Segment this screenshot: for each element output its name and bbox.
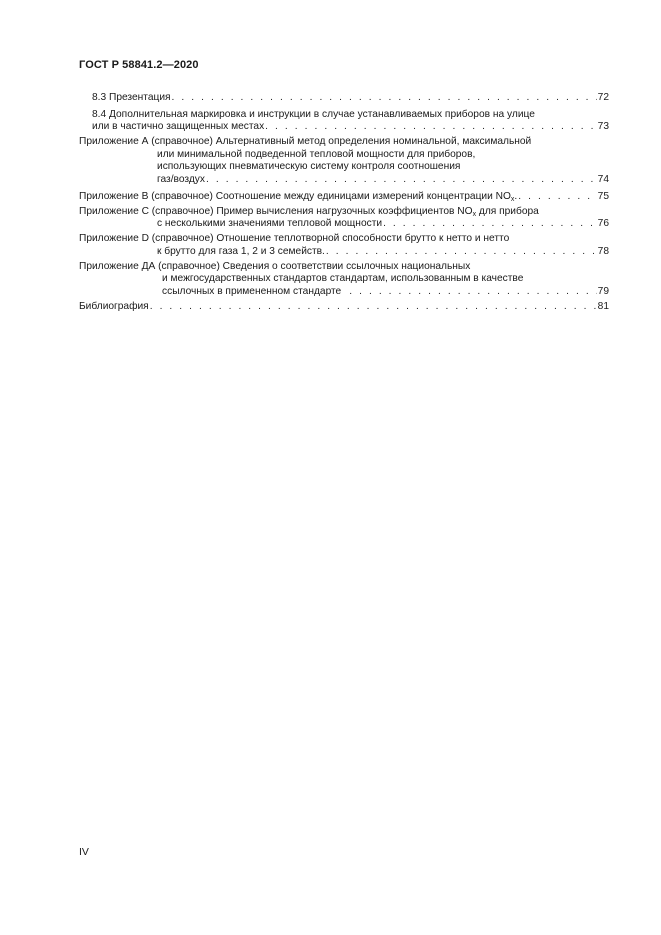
toc-entry-title: Библиография (79, 300, 149, 312)
toc-entry-title: 8.3 Презентация (92, 92, 171, 103)
toc-entry-line: 8.4 Дополнительная маркировка и инструкции в случае устанавливаемых приборов на улице (92, 108, 535, 120)
document-header: ГОСТ Р 58841.2—2020 (79, 59, 199, 71)
dot-leader (172, 92, 597, 105)
toc-entry-title: ссылочных в примененном стандарте (162, 285, 342, 297)
toc-entry-title: к брутто для газа 1, 2 и 3 семейств. (157, 245, 325, 257)
toc-page-number: 72 (597, 92, 609, 103)
toc-entry-line: или минимальной подведенной тепловой мощности для приборов, (157, 148, 476, 160)
toc-entry-line: Приложение А (справочное) Альтернативный метод определения номинальной, максимальной (79, 136, 532, 148)
toc-entry-appendix-a[interactable] (79, 136, 609, 186)
toc-page-number: 78 (597, 245, 609, 257)
page-number: IV (79, 846, 89, 858)
toc-entry-line: Приложение D (справочное) Отношение теплотворной способности брутто к нетто и нетто (79, 233, 510, 245)
toc-entry-line: Приложение ДА (справочное) Сведения о соответствии ссылочных национальных (79, 260, 471, 272)
toc-entry-appendix-d[interactable] (79, 233, 609, 258)
dot-leader (326, 246, 597, 259)
dot-leader (383, 218, 597, 231)
dot-leader (206, 174, 597, 187)
toc-entry-title: Приложение В (справочное) Соотношение между единицами измерений концентрации $NO_x$. (79, 190, 518, 203)
toc-entry-line: Приложение С (справочное) Пример вычисления нагрузочных коэффициентов $NO_x$ для прибора (79, 205, 539, 218)
toc-page-number: 79 (597, 285, 609, 297)
dot-leader (349, 286, 596, 299)
toc-entry-line: использующих пневматическую систему контроля соотношения (157, 161, 461, 173)
table-of-contents (79, 92, 609, 316)
toc-entry-title: или в частично защищенных местах (92, 121, 265, 133)
toc-entry-title: с несколькими значениями тепловой мощности (157, 218, 383, 230)
toc-page-number: 74 (597, 173, 609, 185)
toc-entry-8-3[interactable] (79, 92, 609, 105)
toc-entry-appendix-b[interactable] (79, 191, 609, 204)
toc-page-number: 75 (597, 190, 609, 202)
dot-leader (150, 301, 597, 314)
toc-entry-bibliography[interactable] (79, 301, 609, 314)
toc-entry-title: газ/воздух (157, 173, 205, 185)
dot-leader (518, 191, 596, 204)
dot-leader (265, 121, 596, 134)
toc-page-number: 81 (597, 300, 609, 312)
toc-page-number: 76 (597, 218, 609, 230)
toc-entry-line: и межгосударственных стандартов стандартам, использованным в качестве (162, 273, 524, 285)
toc-entry-appendix-c[interactable] (79, 206, 609, 231)
toc-page-number: 73 (597, 121, 609, 133)
toc-entry-8-4[interactable] (79, 109, 609, 134)
toc-entry-appendix-da[interactable] (79, 261, 609, 299)
